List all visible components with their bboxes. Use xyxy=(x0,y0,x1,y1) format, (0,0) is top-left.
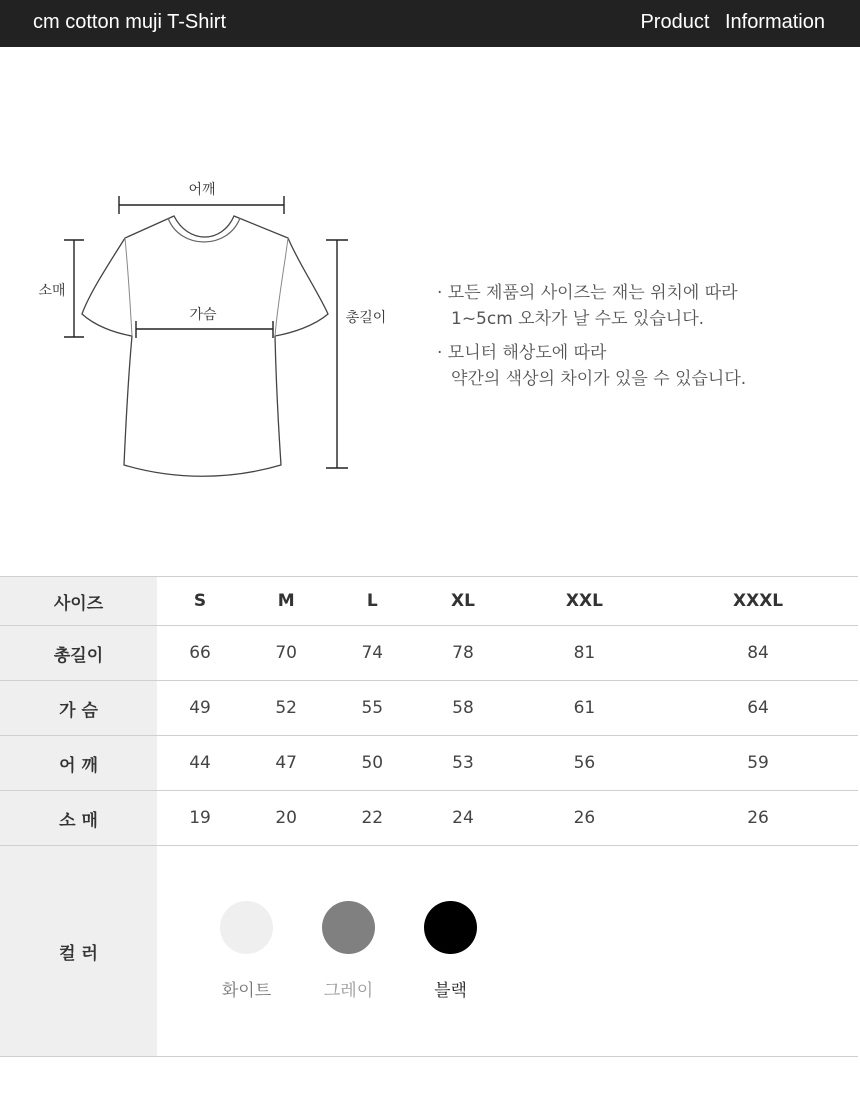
table-cell: 24 xyxy=(415,791,510,846)
product-information-label: Product Information xyxy=(640,11,825,33)
color-dot-white xyxy=(220,901,273,954)
table-row-chest xyxy=(0,681,858,736)
table-cell: 47 xyxy=(243,736,329,791)
table-cell: 22 xyxy=(329,791,415,846)
size-header-row xyxy=(0,577,858,626)
table-cell: 70 xyxy=(243,626,329,681)
swatch-gray xyxy=(321,901,376,1001)
chest-label: 가슴 xyxy=(189,307,217,323)
color-swatches xyxy=(157,901,858,1001)
row-label: 총길이 xyxy=(0,626,157,681)
table-cell: 84 xyxy=(658,626,858,681)
color-name-white: 화이트 xyxy=(221,981,272,1001)
row-label: 어 깨 xyxy=(0,736,157,791)
color-dot-black xyxy=(424,901,477,954)
table-cell: 52 xyxy=(243,681,329,736)
table-row-length xyxy=(0,626,858,681)
size-header-label: 사이즈 xyxy=(0,577,157,626)
table-row-shoulder xyxy=(0,736,858,791)
table-cell: 55 xyxy=(329,681,415,736)
table-cell: 81 xyxy=(511,626,658,681)
tshirt-size-diagram xyxy=(0,170,420,490)
size-xxl: XXL xyxy=(511,577,658,626)
color-cell xyxy=(157,846,858,1057)
size-s: S xyxy=(157,577,243,626)
size-m: M xyxy=(243,577,329,626)
table-cell: 26 xyxy=(511,791,658,846)
size-xxxl: XXXL xyxy=(658,577,858,626)
color-dot-gray xyxy=(322,901,375,954)
row-label: 가 슴 xyxy=(0,681,157,736)
table-cell: 59 xyxy=(658,736,858,791)
table-cell: 64 xyxy=(658,681,858,736)
shoulder-label: 어깨 xyxy=(188,182,216,198)
table-row-colors xyxy=(0,846,858,1057)
tshirt-outline xyxy=(82,216,328,476)
table-row-sleeve xyxy=(0,791,858,846)
color-name-gray: 그레이 xyxy=(323,981,374,1001)
row-label: 소 매 xyxy=(0,791,157,846)
size-l: L xyxy=(329,577,415,626)
size-notes xyxy=(437,280,746,400)
swatch-black xyxy=(423,901,478,1001)
color-name-black: 블랙 xyxy=(434,981,467,1001)
table-cell: 53 xyxy=(415,736,510,791)
table-cell: 66 xyxy=(157,626,243,681)
table-cell: 19 xyxy=(157,791,243,846)
note-monitor: · 모니터 해상도에 따라 약간의 색상의 차이가 있을 수 있습니다. xyxy=(437,343,747,389)
table-cell: 20 xyxy=(243,791,329,846)
note-measurement: · 모든 제품의 사이즈는 재는 위치에 따라 1~5cm 오차가 날 수도 있습니다. xyxy=(437,283,738,329)
swatch-white xyxy=(219,901,274,1001)
table-cell: 58 xyxy=(415,681,510,736)
table-cell: 78 xyxy=(415,626,510,681)
collar xyxy=(168,218,240,242)
table-cell: 50 xyxy=(329,736,415,791)
length-label: 총길이 xyxy=(345,310,387,326)
color-row-label: 컬 러 xyxy=(0,846,157,1057)
table-cell: 74 xyxy=(329,626,415,681)
sleeve-label: 소매 xyxy=(38,283,66,299)
size-xl: XL xyxy=(415,577,510,626)
table-cell: 44 xyxy=(157,736,243,791)
table-cell: 61 xyxy=(511,681,658,736)
header-bar xyxy=(0,0,860,47)
table-cell: 26 xyxy=(658,791,858,846)
product-title: cm cotton muji T-Shirt xyxy=(33,11,227,33)
table-cell: 49 xyxy=(157,681,243,736)
size-table xyxy=(0,576,858,1057)
table-cell: 56 xyxy=(511,736,658,791)
